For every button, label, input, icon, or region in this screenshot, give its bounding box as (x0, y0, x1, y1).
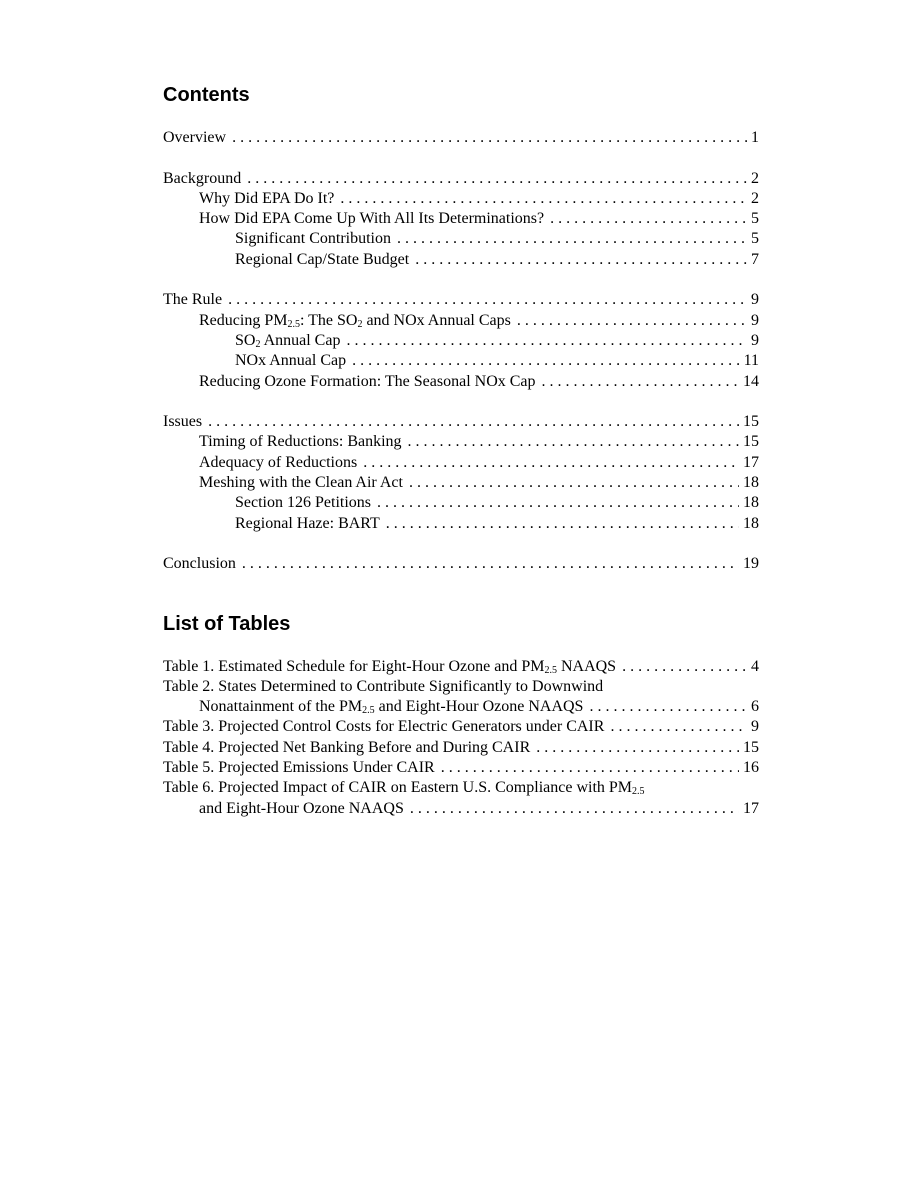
toc-entry-label: Regional Haze: BART (235, 514, 380, 532)
toc-entry-page-number: 9 (751, 291, 759, 309)
dot-leader (536, 738, 739, 758)
toc-entry-label: Issues (163, 413, 203, 431)
contents-heading: Contents (163, 84, 250, 106)
table-entry-line[interactable] (163, 778, 759, 798)
table-entry-line-page-number: 17 (743, 799, 759, 817)
toc-entry[interactable] (163, 432, 759, 452)
toc-entry-page-number: 18 (743, 514, 759, 532)
toc-entry-page-number: 9 (751, 311, 759, 329)
toc-entry-label: Timing of Reductions: Banking (199, 433, 402, 451)
toc-entry-label: Section 126 Petitions (235, 494, 371, 512)
toc-entry-page-number: 1 (751, 129, 759, 146)
dot-leader (340, 189, 747, 209)
toc-entry-page-number: 9 (751, 331, 759, 349)
dot-leader (208, 412, 739, 432)
table-entry-line-label: Table 5. Projected Emissions Under CAIR (163, 759, 435, 777)
dot-leader (346, 331, 747, 351)
label-text: Annual Cap (260, 331, 341, 349)
label-text: Table 1. Estimated Schedule for Eight-Hour Ozone and PM (163, 657, 545, 675)
toc-entry-page-number: 2 (751, 189, 759, 207)
toc-entry[interactable] (163, 453, 759, 473)
subscript-text: 2 (357, 318, 363, 330)
toc-entry[interactable] (163, 493, 759, 513)
contents-list (163, 128, 759, 575)
dot-leader (397, 229, 747, 249)
dot-leader (589, 697, 747, 717)
toc-entry[interactable] (163, 514, 759, 534)
table-list-item (163, 758, 759, 778)
label-text: SO (235, 331, 256, 349)
toc-entry[interactable] (163, 250, 759, 270)
toc-entry[interactable] (163, 290, 759, 310)
dot-leader (386, 514, 739, 534)
table-list-item (163, 677, 759, 718)
dot-leader (409, 473, 739, 493)
toc-entry-label: NOx Annual Cap (235, 352, 347, 370)
toc-entry[interactable] (163, 311, 759, 331)
dot-leader (242, 554, 739, 574)
table-entry-line-label (163, 657, 616, 677)
label-text: Table 6. Projected Impact of CAIR on Eastern U.S. Compliance with PM (163, 779, 633, 797)
toc-entry-page-number: 5 (751, 230, 759, 248)
toc-entry-page-number: 5 (751, 210, 759, 228)
contents-group (163, 128, 759, 148)
label-text: and Eight-Hour Ozone NAAQS (374, 698, 584, 716)
toc-entry-label (199, 311, 511, 331)
label-text: Reducing PM (199, 311, 288, 329)
contents-group (163, 290, 759, 391)
table-entry-line-page-number: 9 (751, 718, 759, 736)
dot-leader (550, 209, 747, 229)
table-entry-line-page-number: 4 (751, 657, 759, 675)
subscript-text: 2.5 (287, 318, 300, 330)
dot-leader (363, 453, 739, 473)
subscript-text: 2.5 (362, 705, 375, 717)
toc-entry-page-number: 18 (743, 474, 759, 492)
list-of-tables-section (163, 611, 759, 819)
toc-entry-page-number: 19 (743, 555, 759, 573)
contents-group (163, 554, 759, 574)
contents-section (163, 82, 759, 575)
table-entry-line-page-number: 16 (743, 759, 759, 777)
list-of-tables-heading: List of Tables (163, 612, 291, 635)
label-text: NAAQS (556, 657, 617, 675)
contents-group (163, 169, 759, 270)
table-entry-line-label: Table 4. Projected Net Banking Before and During CAIR (163, 738, 531, 756)
toc-entry-label: Overview (163, 129, 227, 146)
contents-group (163, 412, 759, 534)
toc-entry-label: Reducing Ozone Formation: The Seasonal NOx Cap (199, 372, 536, 390)
table-entry-line[interactable] (163, 717, 759, 737)
table-entry-line-label: Table 3. Projected Control Costs for Electric Generators under CAIR (163, 718, 605, 736)
toc-entry-page-number: 2 (751, 169, 759, 187)
table-entry-line[interactable] (163, 677, 759, 697)
toc-entry[interactable] (163, 473, 759, 493)
toc-entry[interactable] (163, 372, 759, 392)
toc-entry-label: How Did EPA Come Up With All Its Determinations? (199, 210, 545, 228)
subscript-text: 2 (255, 338, 261, 350)
table-list-item (163, 717, 759, 737)
table-entry-line[interactable] (163, 657, 759, 677)
table-entry-line-label: Table 2. States Determined to Contribute Significantly to Downwind (163, 677, 604, 695)
dot-leader (228, 290, 747, 310)
dot-leader (410, 799, 739, 819)
toc-entry-label: Adequacy of Reductions (199, 453, 358, 471)
toc-entry-label: The Rule (163, 291, 223, 309)
toc-entry[interactable] (163, 229, 759, 249)
dot-leader (622, 657, 747, 677)
dot-leader (610, 717, 747, 737)
dot-leader (542, 372, 739, 392)
toc-entry[interactable] (163, 128, 759, 148)
subscript-text: 2.5 (632, 786, 645, 798)
toc-entry-page-number: 15 (743, 433, 759, 451)
toc-entry-label: Why Did EPA Do It? (199, 189, 335, 207)
dot-leader (247, 169, 747, 189)
toc-entry-label: Conclusion (163, 555, 236, 573)
label-text: : The SO (299, 311, 358, 329)
label-text: and NOx Annual Caps (362, 311, 511, 329)
table-entry-line-label (199, 697, 583, 717)
table-entry-line[interactable] (163, 758, 759, 778)
toc-entry[interactable] (163, 189, 759, 209)
toc-entry-label (235, 331, 340, 351)
table-list-item (163, 778, 759, 819)
toc-entry-page-number: 11 (743, 352, 759, 370)
table-entry-line[interactable] (163, 738, 759, 758)
toc-entry-label: Regional Cap/State Budget (235, 250, 410, 268)
table-entry-line-page-number: 15 (743, 738, 759, 756)
dot-leader (377, 493, 739, 513)
label-text: Nonattainment of the PM (199, 698, 363, 716)
toc-entry[interactable] (163, 209, 759, 229)
dot-leader (517, 311, 747, 331)
tables-list (163, 657, 759, 819)
toc-entry[interactable] (163, 351, 759, 371)
toc-entry-page-number: 18 (743, 494, 759, 512)
toc-entry-page-number: 17 (743, 453, 759, 471)
toc-entry-label: Significant Contribution (235, 230, 391, 248)
toc-entry-page-number: 7 (751, 250, 759, 268)
table-list-item (163, 738, 759, 758)
dot-leader (352, 351, 739, 371)
toc-entry-label: Background (163, 169, 242, 187)
document-page (163, 82, 759, 819)
toc-entry[interactable] (163, 554, 759, 574)
toc-entry-page-number: 14 (743, 372, 759, 390)
toc-entry[interactable] (163, 412, 759, 432)
toc-entry[interactable] (163, 331, 759, 351)
table-list-item (163, 657, 759, 677)
dot-leader (415, 250, 747, 270)
table-entry-line[interactable] (163, 799, 759, 819)
table-entry-line-page-number: 6 (751, 698, 759, 716)
toc-entry-label: Meshing with the Clean Air Act (199, 474, 403, 492)
dot-leader (232, 128, 747, 148)
subscript-text: 2.5 (544, 664, 557, 676)
table-entry-line-label: and Eight-Hour Ozone NAAQS (199, 799, 404, 817)
toc-entry[interactable] (163, 169, 759, 189)
dot-leader (441, 758, 739, 778)
toc-entry-page-number: 15 (743, 413, 759, 431)
table-entry-line[interactable] (163, 697, 759, 717)
dot-leader (408, 432, 739, 452)
table-entry-line-label (163, 779, 645, 796)
